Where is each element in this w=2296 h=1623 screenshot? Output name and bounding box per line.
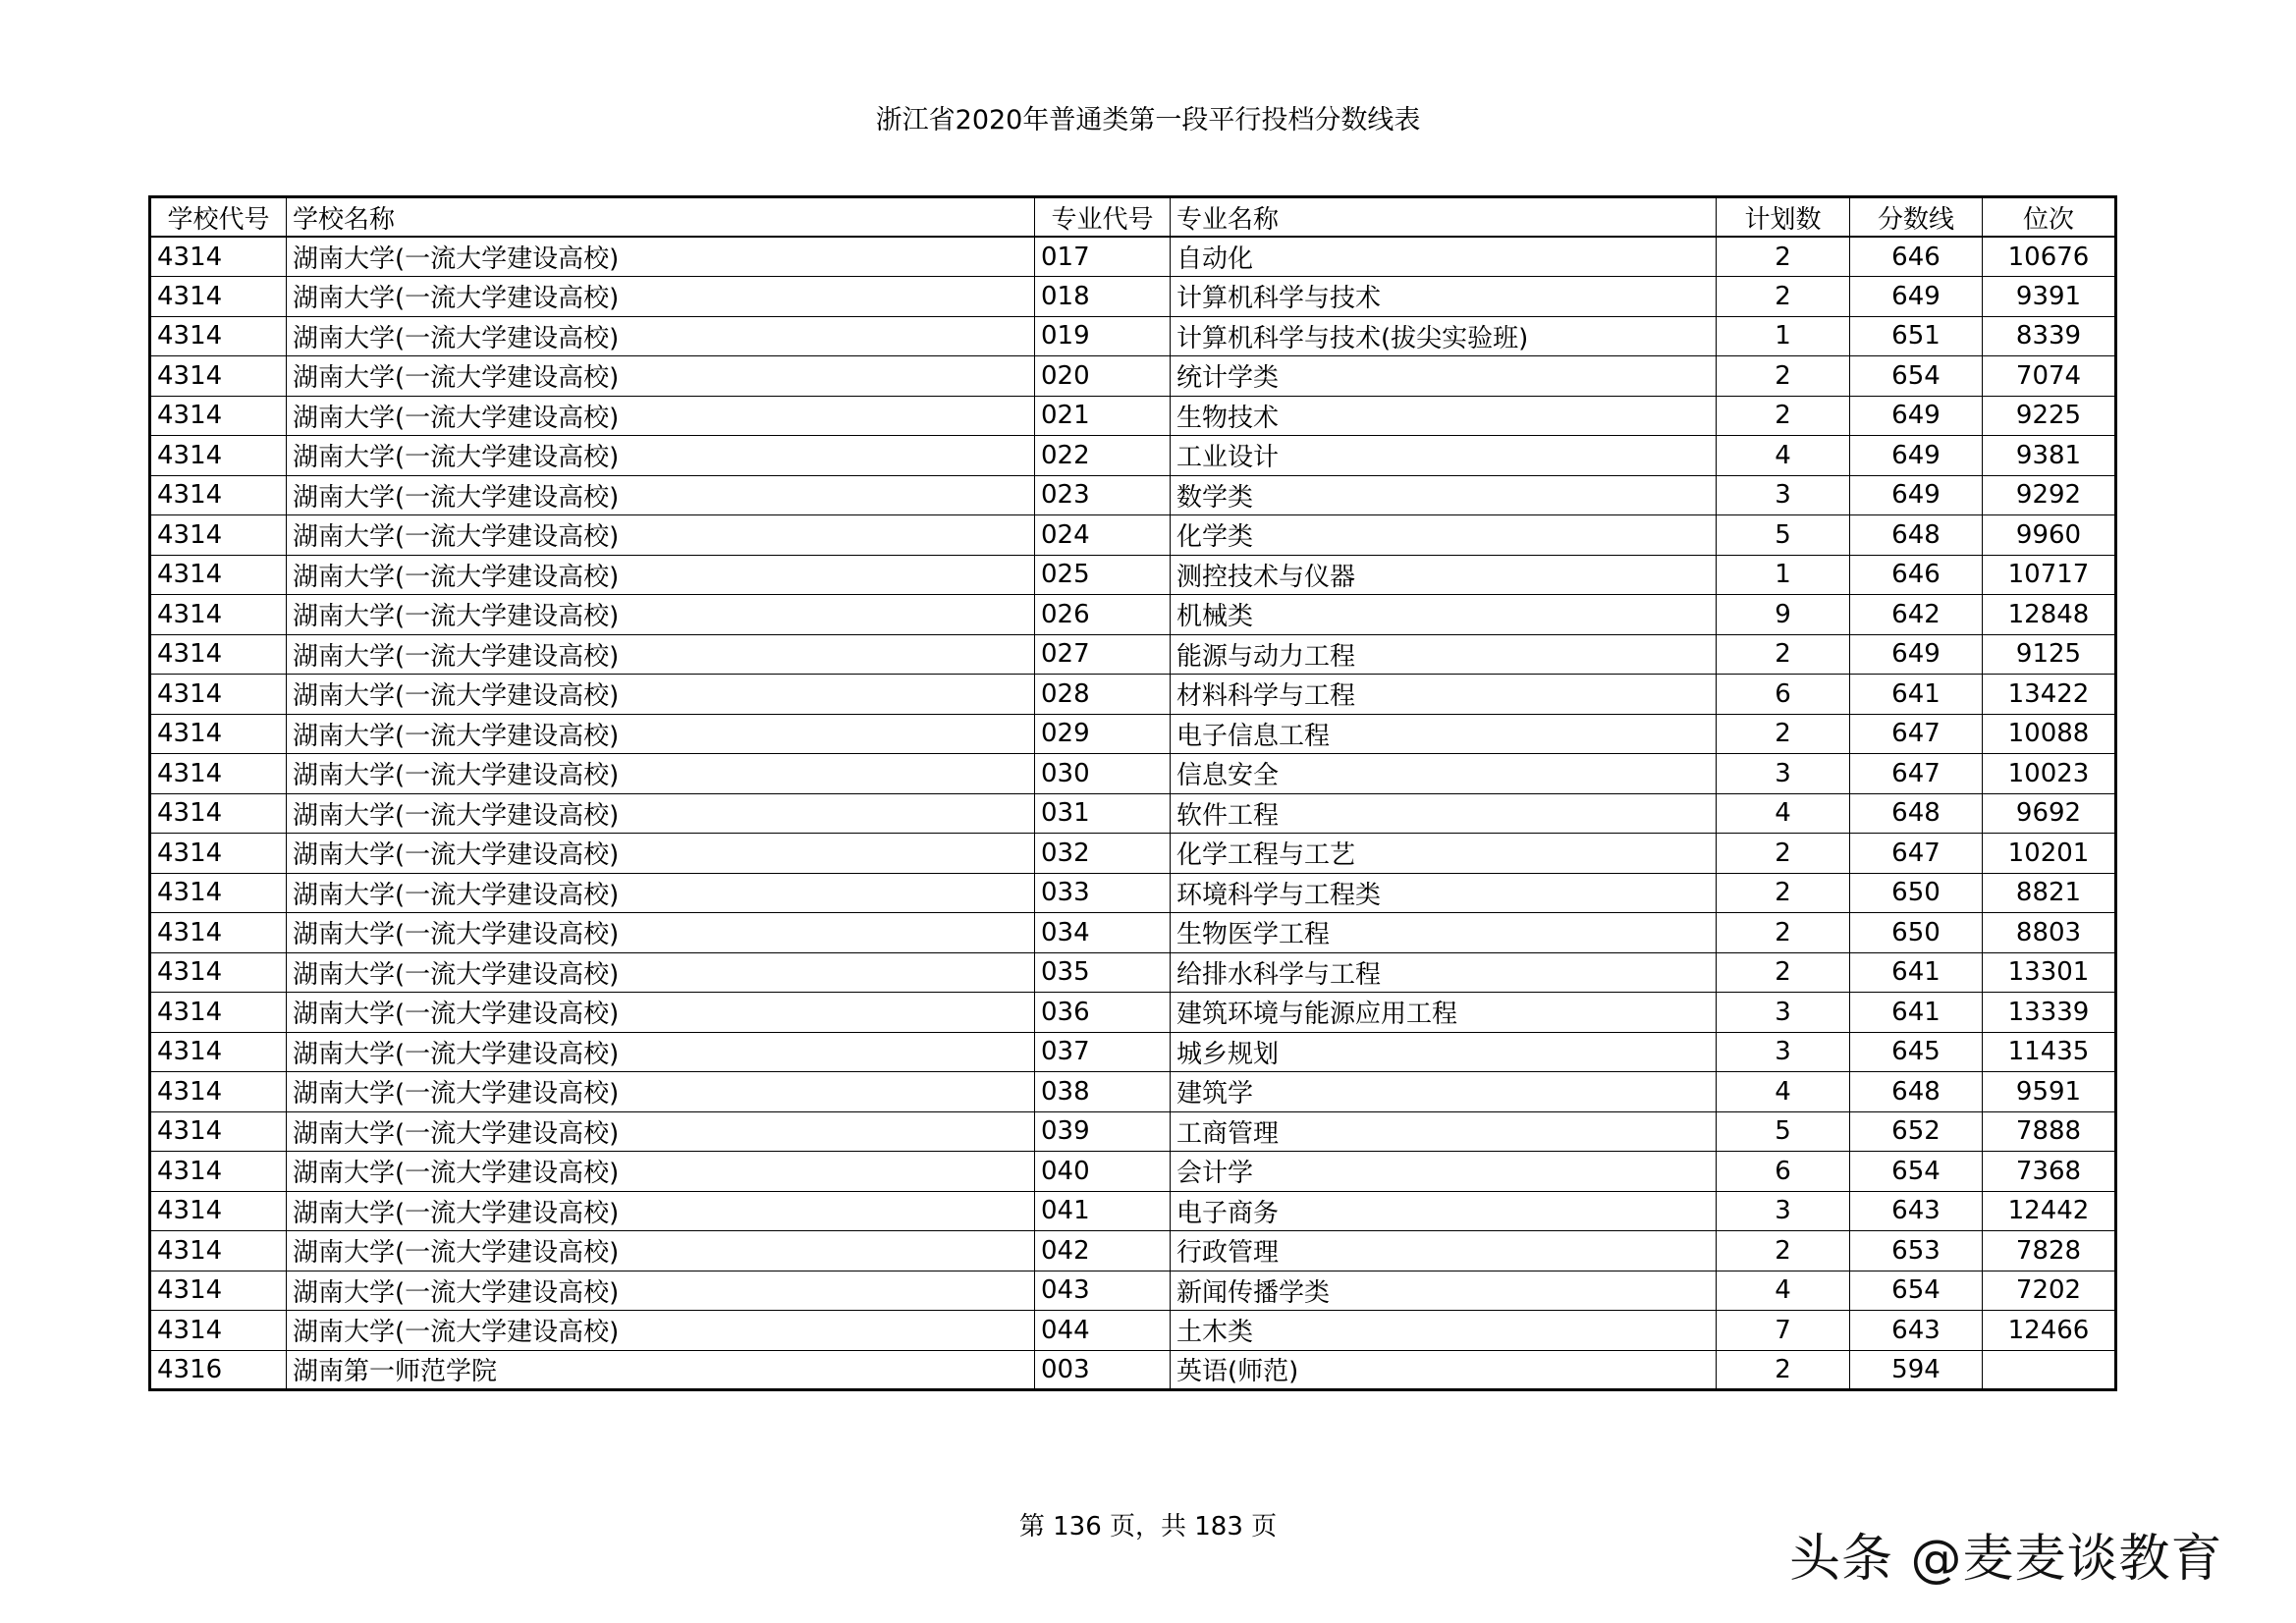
school-code-cell: 4314 xyxy=(150,993,287,1033)
major-code-cell: 024 xyxy=(1035,515,1171,556)
plan-count-cell: 2 xyxy=(1717,634,1850,675)
table-row xyxy=(150,555,2116,595)
table-row xyxy=(150,1271,2116,1311)
school-name-cell: 湖南大学(一流大学建设高校) xyxy=(287,515,1035,556)
school-name-cell: 湖南大学(一流大学建设高校) xyxy=(287,675,1035,715)
major-code-cell: 043 xyxy=(1035,1271,1171,1311)
school-code-cell: 4314 xyxy=(150,675,287,715)
table-row xyxy=(150,993,2116,1033)
major-name-cell: 新闻传播学类 xyxy=(1171,1271,1717,1311)
school-code-cell: 4314 xyxy=(150,555,287,595)
school-name-cell: 湖南大学(一流大学建设高校) xyxy=(287,873,1035,913)
major-name-cell: 软件工程 xyxy=(1171,793,1717,834)
school-name-cell: 湖南大学(一流大学建设高校) xyxy=(287,1271,1035,1311)
rank-cell: 9125 xyxy=(1983,634,2116,675)
score-line-cell: 641 xyxy=(1850,675,1983,715)
score-line-cell: 648 xyxy=(1850,793,1983,834)
plan-count-cell: 4 xyxy=(1717,793,1850,834)
school-name-cell: 湖南大学(一流大学建设高校) xyxy=(287,1152,1035,1192)
plan-count-cell: 2 xyxy=(1717,356,1850,397)
school-code-cell: 4314 xyxy=(150,952,287,993)
school-code-cell: 4314 xyxy=(150,475,287,515)
major-name-cell: 信息安全 xyxy=(1171,754,1717,794)
score-line-cell: 647 xyxy=(1850,754,1983,794)
rank-cell: 10717 xyxy=(1983,555,2116,595)
plan-count-cell: 4 xyxy=(1717,1271,1850,1311)
score-line-cell: 654 xyxy=(1850,1152,1983,1192)
table-row xyxy=(150,1350,2116,1390)
school-code-cell: 4314 xyxy=(150,316,287,356)
score-line-cell: 648 xyxy=(1850,1072,1983,1112)
major-name-cell: 自动化 xyxy=(1171,237,1717,277)
plan-count-cell: 3 xyxy=(1717,754,1850,794)
table-row xyxy=(150,1072,2116,1112)
rank-cell: 7828 xyxy=(1983,1231,2116,1271)
table-row xyxy=(150,515,2116,556)
major-name-cell: 化学类 xyxy=(1171,515,1717,556)
table-row xyxy=(150,475,2116,515)
major-name-cell: 电子商务 xyxy=(1171,1191,1717,1231)
table-row xyxy=(150,952,2116,993)
major-code-cell: 034 xyxy=(1035,913,1171,953)
plan-count-cell: 3 xyxy=(1717,475,1850,515)
major-code-cell: 042 xyxy=(1035,1231,1171,1271)
school-code-cell: 4314 xyxy=(150,913,287,953)
school-code-cell: 4314 xyxy=(150,595,287,635)
major-code-cell: 019 xyxy=(1035,316,1171,356)
table-row xyxy=(150,436,2116,476)
school-code-cell: 4314 xyxy=(150,1072,287,1112)
plan-count-cell: 6 xyxy=(1717,1152,1850,1192)
school-name-cell: 湖南大学(一流大学建设高校) xyxy=(287,1191,1035,1231)
table-row xyxy=(150,675,2116,715)
major-name-cell: 计算机科学与技术(拔尖实验班) xyxy=(1171,316,1717,356)
school-code-cell: 4314 xyxy=(150,356,287,397)
school-code-cell: 4314 xyxy=(150,634,287,675)
major-code-cell: 026 xyxy=(1035,595,1171,635)
score-line-cell: 641 xyxy=(1850,993,1983,1033)
plan-count-cell: 2 xyxy=(1717,277,1850,317)
score-line-cell: 641 xyxy=(1850,952,1983,993)
rank-cell: 13422 xyxy=(1983,675,2116,715)
plan-count-cell: 3 xyxy=(1717,1032,1850,1072)
school-name-cell: 湖南大学(一流大学建设高校) xyxy=(287,356,1035,397)
table-row xyxy=(150,277,2116,317)
major-code-cell: 022 xyxy=(1035,436,1171,476)
major-name-cell: 工业设计 xyxy=(1171,436,1717,476)
plan-count-cell: 5 xyxy=(1717,515,1850,556)
major-name-cell: 土木类 xyxy=(1171,1311,1717,1351)
school-name-cell: 湖南大学(一流大学建设高校) xyxy=(287,316,1035,356)
table-row xyxy=(150,356,2116,397)
plan-count-cell: 3 xyxy=(1717,1191,1850,1231)
table-header-row xyxy=(150,197,2116,238)
score-line-cell: 648 xyxy=(1850,515,1983,556)
header-score-line: 分数线 xyxy=(1850,197,1983,238)
plan-count-cell: 4 xyxy=(1717,436,1850,476)
major-code-cell: 025 xyxy=(1035,555,1171,595)
major-name-cell: 行政管理 xyxy=(1171,1231,1717,1271)
major-name-cell: 数学类 xyxy=(1171,475,1717,515)
plan-count-cell: 4 xyxy=(1717,1072,1850,1112)
major-code-cell: 035 xyxy=(1035,952,1171,993)
table-row xyxy=(150,834,2116,874)
major-name-cell: 生物医学工程 xyxy=(1171,913,1717,953)
school-name-cell: 湖南大学(一流大学建设高校) xyxy=(287,1111,1035,1152)
school-name-cell: 湖南大学(一流大学建设高校) xyxy=(287,993,1035,1033)
table-row xyxy=(150,873,2116,913)
school-name-cell: 湖南大学(一流大学建设高校) xyxy=(287,1032,1035,1072)
plan-count-cell: 6 xyxy=(1717,675,1850,715)
table-body xyxy=(150,237,2116,1390)
major-code-cell: 032 xyxy=(1035,834,1171,874)
table-row xyxy=(150,1032,2116,1072)
score-line-cell: 649 xyxy=(1850,277,1983,317)
major-code-cell: 040 xyxy=(1035,1152,1171,1192)
major-code-cell: 037 xyxy=(1035,1032,1171,1072)
major-name-cell: 化学工程与工艺 xyxy=(1171,834,1717,874)
rank-cell: 7074 xyxy=(1983,356,2116,397)
school-name-cell: 湖南大学(一流大学建设高校) xyxy=(287,634,1035,675)
score-line-cell: 654 xyxy=(1850,1271,1983,1311)
table-row xyxy=(150,396,2116,436)
plan-count-cell: 2 xyxy=(1717,237,1850,277)
major-code-cell: 027 xyxy=(1035,634,1171,675)
school-code-cell: 4314 xyxy=(150,436,287,476)
plan-count-cell: 2 xyxy=(1717,1231,1850,1271)
score-line-cell: 650 xyxy=(1850,873,1983,913)
rank-cell: 10088 xyxy=(1983,714,2116,754)
plan-count-cell: 3 xyxy=(1717,993,1850,1033)
major-name-cell: 工商管理 xyxy=(1171,1111,1717,1152)
school-name-cell: 湖南大学(一流大学建设高校) xyxy=(287,1231,1035,1271)
rank-cell: 7368 xyxy=(1983,1152,2116,1192)
plan-count-cell: 2 xyxy=(1717,396,1850,436)
major-name-cell: 环境科学与工程类 xyxy=(1171,873,1717,913)
score-line-cell: 646 xyxy=(1850,237,1983,277)
major-code-cell: 030 xyxy=(1035,754,1171,794)
school-name-cell: 湖南大学(一流大学建设高校) xyxy=(287,555,1035,595)
school-name-cell: 湖南大学(一流大学建设高校) xyxy=(287,834,1035,874)
score-line-cell: 650 xyxy=(1850,913,1983,953)
rank-cell: 10676 xyxy=(1983,237,2116,277)
major-code-cell: 039 xyxy=(1035,1111,1171,1152)
table-row xyxy=(150,595,2116,635)
rank-cell: 8339 xyxy=(1983,316,2116,356)
score-line-cell: 649 xyxy=(1850,396,1983,436)
school-name-cell: 湖南大学(一流大学建设高校) xyxy=(287,475,1035,515)
table-row xyxy=(150,714,2116,754)
score-line-cell: 647 xyxy=(1850,714,1983,754)
plan-count-cell: 2 xyxy=(1717,913,1850,953)
score-line-cell: 643 xyxy=(1850,1311,1983,1351)
major-name-cell: 建筑学 xyxy=(1171,1072,1717,1112)
major-code-cell: 028 xyxy=(1035,675,1171,715)
major-code-cell: 023 xyxy=(1035,475,1171,515)
rank-cell: 12848 xyxy=(1983,595,2116,635)
score-line-cell: 651 xyxy=(1850,316,1983,356)
major-code-cell: 021 xyxy=(1035,396,1171,436)
school-code-cell: 4314 xyxy=(150,1231,287,1271)
school-name-cell: 湖南第一师范学院 xyxy=(287,1350,1035,1390)
school-code-cell: 4314 xyxy=(150,1152,287,1192)
major-name-cell: 统计学类 xyxy=(1171,356,1717,397)
school-code-cell: 4314 xyxy=(150,873,287,913)
school-code-cell: 4314 xyxy=(150,793,287,834)
major-code-cell: 020 xyxy=(1035,356,1171,397)
table-row xyxy=(150,1191,2116,1231)
school-code-cell: 4314 xyxy=(150,277,287,317)
school-code-cell: 4316 xyxy=(150,1350,287,1390)
rank-cell: 9381 xyxy=(1983,436,2116,476)
score-line-cell: 649 xyxy=(1850,634,1983,675)
plan-count-cell: 2 xyxy=(1717,714,1850,754)
major-name-cell: 英语(师范) xyxy=(1171,1350,1717,1390)
watermark: 头条 @麦麦谈教育 xyxy=(1789,1530,2223,1589)
score-line-cell: 649 xyxy=(1850,475,1983,515)
score-line-cell: 654 xyxy=(1850,356,1983,397)
table-row xyxy=(150,754,2116,794)
score-line-cell: 649 xyxy=(1850,436,1983,476)
rank-cell: 7888 xyxy=(1983,1111,2116,1152)
table-row xyxy=(150,316,2116,356)
rank-cell: 8803 xyxy=(1983,913,2116,953)
school-code-cell: 4314 xyxy=(150,1191,287,1231)
table-row xyxy=(150,793,2116,834)
school-code-cell: 4314 xyxy=(150,1111,287,1152)
rank-cell: 9225 xyxy=(1983,396,2116,436)
plan-count-cell: 1 xyxy=(1717,555,1850,595)
school-code-cell: 4314 xyxy=(150,1032,287,1072)
school-name-cell: 湖南大学(一流大学建设高校) xyxy=(287,277,1035,317)
major-name-cell: 材料科学与工程 xyxy=(1171,675,1717,715)
school-code-cell: 4314 xyxy=(150,1311,287,1351)
table-row xyxy=(150,1111,2116,1152)
school-name-cell: 湖南大学(一流大学建设高校) xyxy=(287,1311,1035,1351)
rank-cell: 9391 xyxy=(1983,277,2116,317)
table-row xyxy=(150,913,2116,953)
plan-count-cell: 2 xyxy=(1717,834,1850,874)
rank-cell: 13339 xyxy=(1983,993,2116,1033)
plan-count-cell: 2 xyxy=(1717,1350,1850,1390)
table-row xyxy=(150,1231,2116,1271)
header-plan-count: 计划数 xyxy=(1717,197,1850,238)
major-code-cell: 033 xyxy=(1035,873,1171,913)
school-name-cell: 湖南大学(一流大学建设高校) xyxy=(287,793,1035,834)
table-row xyxy=(150,634,2116,675)
score-line-cell: 643 xyxy=(1850,1191,1983,1231)
major-code-cell: 038 xyxy=(1035,1072,1171,1112)
major-name-cell: 会计学 xyxy=(1171,1152,1717,1192)
plan-count-cell: 2 xyxy=(1717,952,1850,993)
major-code-cell: 041 xyxy=(1035,1191,1171,1231)
school-code-cell: 4314 xyxy=(150,834,287,874)
plan-count-cell: 5 xyxy=(1717,1111,1850,1152)
rank-cell: 9960 xyxy=(1983,515,2116,556)
score-line-cell: 645 xyxy=(1850,1032,1983,1072)
major-name-cell: 建筑环境与能源应用工程 xyxy=(1171,993,1717,1033)
major-code-cell: 003 xyxy=(1035,1350,1171,1390)
rank-cell: 9292 xyxy=(1983,475,2116,515)
plan-count-cell: 1 xyxy=(1717,316,1850,356)
rank-cell: 7202 xyxy=(1983,1271,2116,1311)
school-name-cell: 湖南大学(一流大学建设高校) xyxy=(287,714,1035,754)
rank-cell: 13301 xyxy=(1983,952,2116,993)
major-name-cell: 计算机科学与技术 xyxy=(1171,277,1717,317)
school-code-cell: 4314 xyxy=(150,714,287,754)
major-name-cell: 机械类 xyxy=(1171,595,1717,635)
major-name-cell: 测控技术与仪器 xyxy=(1171,555,1717,595)
school-name-cell: 湖南大学(一流大学建设高校) xyxy=(287,396,1035,436)
major-name-cell: 城乡规划 xyxy=(1171,1032,1717,1072)
school-name-cell: 湖南大学(一流大学建设高校) xyxy=(287,754,1035,794)
rank-cell xyxy=(1983,1350,2116,1390)
rank-cell: 12442 xyxy=(1983,1191,2116,1231)
page-number: 第 136 页，共 183 页 xyxy=(1018,1512,1278,1542)
score-table xyxy=(148,195,2117,1391)
school-name-cell: 湖南大学(一流大学建设高校) xyxy=(287,436,1035,476)
plan-count-cell: 9 xyxy=(1717,595,1850,635)
score-line-cell: 642 xyxy=(1850,595,1983,635)
score-line-cell: 647 xyxy=(1850,834,1983,874)
plan-count-cell: 7 xyxy=(1717,1311,1850,1351)
major-code-cell: 017 xyxy=(1035,237,1171,277)
header-school-name: 学校名称 xyxy=(287,197,1035,238)
table-row xyxy=(150,237,2116,277)
major-name-cell: 电子信息工程 xyxy=(1171,714,1717,754)
major-code-cell: 031 xyxy=(1035,793,1171,834)
header-school-code: 学校代号 xyxy=(150,197,287,238)
rank-cell: 9692 xyxy=(1983,793,2116,834)
major-name-cell: 生物技术 xyxy=(1171,396,1717,436)
school-name-cell: 湖南大学(一流大学建设高校) xyxy=(287,1072,1035,1112)
rank-cell: 9591 xyxy=(1983,1072,2116,1112)
major-code-cell: 036 xyxy=(1035,993,1171,1033)
rank-cell: 11435 xyxy=(1983,1032,2116,1072)
major-code-cell: 044 xyxy=(1035,1311,1171,1351)
rank-cell: 12466 xyxy=(1983,1311,2116,1351)
score-line-cell: 594 xyxy=(1850,1350,1983,1390)
school-name-cell: 湖南大学(一流大学建设高校) xyxy=(287,237,1035,277)
school-code-cell: 4314 xyxy=(150,396,287,436)
header-rank: 位次 xyxy=(1983,197,2116,238)
header-major-code: 专业代号 xyxy=(1035,197,1171,238)
school-code-cell: 4314 xyxy=(150,237,287,277)
header-major-name: 专业名称 xyxy=(1171,197,1717,238)
school-code-cell: 4314 xyxy=(150,1271,287,1311)
score-line-cell: 652 xyxy=(1850,1111,1983,1152)
major-code-cell: 018 xyxy=(1035,277,1171,317)
school-code-cell: 4314 xyxy=(150,754,287,794)
major-code-cell: 029 xyxy=(1035,714,1171,754)
major-name-cell: 能源与动力工程 xyxy=(1171,634,1717,675)
school-name-cell: 湖南大学(一流大学建设高校) xyxy=(287,952,1035,993)
school-name-cell: 湖南大学(一流大学建设高校) xyxy=(287,595,1035,635)
table-row xyxy=(150,1311,2116,1351)
score-line-cell: 653 xyxy=(1850,1231,1983,1271)
rank-cell: 10023 xyxy=(1983,754,2116,794)
table-row xyxy=(150,1152,2116,1192)
rank-cell: 8821 xyxy=(1983,873,2116,913)
rank-cell: 10201 xyxy=(1983,834,2116,874)
plan-count-cell: 2 xyxy=(1717,873,1850,913)
school-code-cell: 4314 xyxy=(150,515,287,556)
major-name-cell: 给排水科学与工程 xyxy=(1171,952,1717,993)
document-title: 浙江省2020年普通类第一段平行投档分数线表 xyxy=(875,105,1421,135)
school-name-cell: 湖南大学(一流大学建设高校) xyxy=(287,913,1035,953)
score-line-cell: 646 xyxy=(1850,555,1983,595)
